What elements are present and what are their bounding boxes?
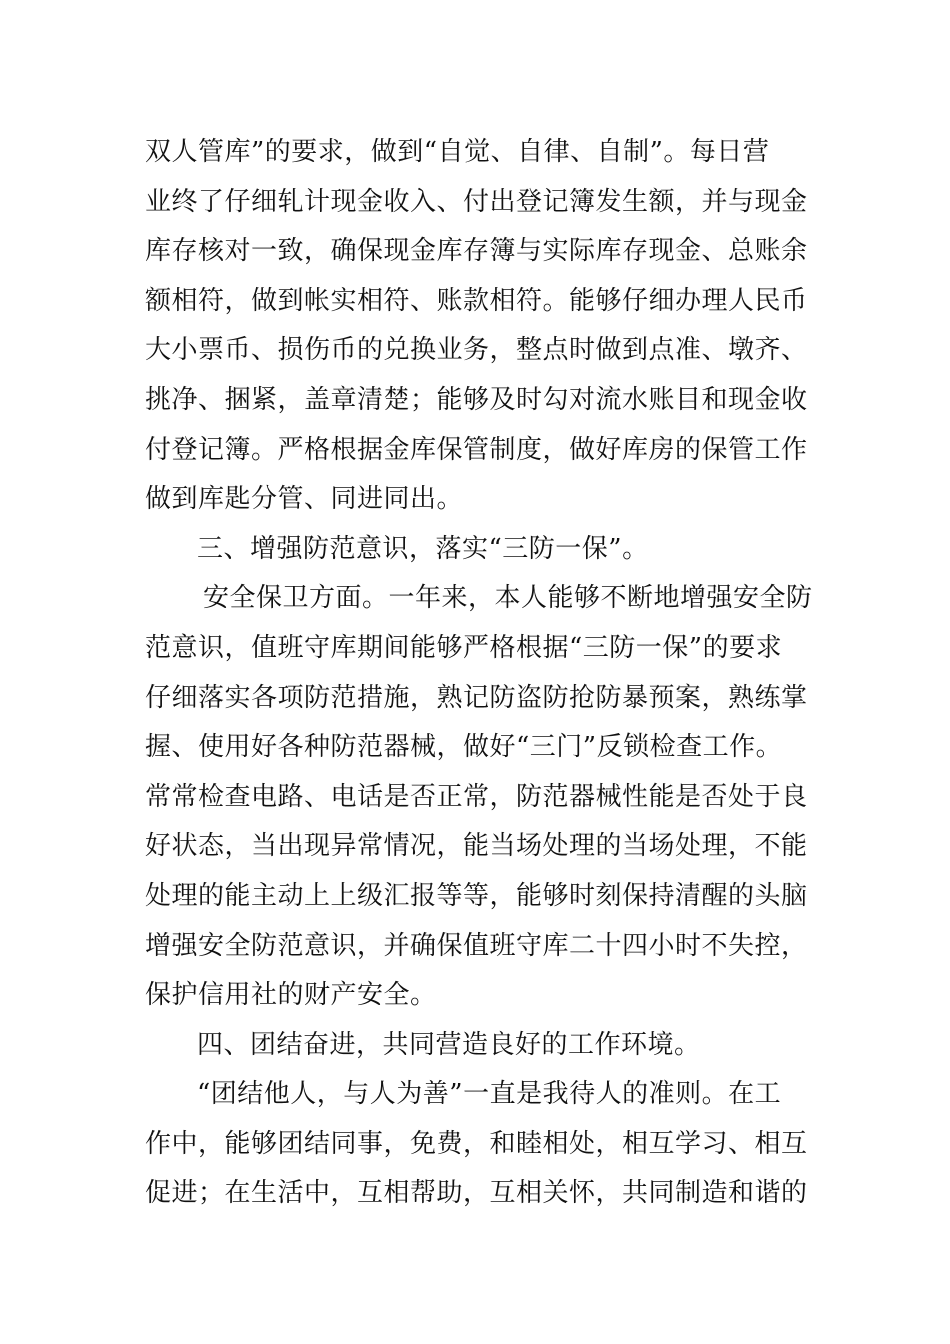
text-line: 握、使用好各种防范器械，做好“三门”反锁检查工作。 xyxy=(145,732,783,763)
text-line: 作中，能够团结同事，免费，和睦相处，相互学习、相互 xyxy=(145,1128,808,1159)
text-line: 双人管库”的要求，做到“自觉、自律、自制”。每日营 xyxy=(145,137,770,167)
paragraph-start-line: 安全保卫方面。一年来，本人能够不断地增强安全防 xyxy=(203,583,813,614)
section-heading: 四、团结奋进，共同营造良好的工作环境。 xyxy=(197,1029,701,1060)
section-heading: 三、增强防范意识，落实“三防一保”。 xyxy=(197,533,649,564)
text-line: 做到库匙分管、同进同出。 xyxy=(145,484,464,515)
text-line: 额相符，做到帐实相符、账款相符。能够仔细办理人民币 xyxy=(145,285,808,316)
text-line: 大小票币、损伤币的兑换业务，整点时做到点准、墩齐、 xyxy=(145,335,808,366)
text-line: 常常检查电路、电话是否正常，防范器械性能是否处于良 xyxy=(145,781,808,812)
text-line: 范意识，值班守库期间能够严格根据“三防一保”的要求 xyxy=(145,632,783,663)
text-line: 业终了仔细轧计现金收入、付出登记簿发生额，并与现金 xyxy=(145,186,808,217)
text-line: 保护信用社的财产安全。 xyxy=(145,980,437,1011)
text-line: 处理的能主动上上级汇报等等，能够时刻保持清醒的头脑 xyxy=(145,880,808,911)
text-line: 增强安全防范意识，并确保值班守库二十四小时不失控， xyxy=(145,930,808,961)
text-line: 好状态，当出现异常情况，能当场处理的当场处理，不能 xyxy=(145,831,808,862)
text-line: 库存核对一致，确保现金库存簿与实际库存现金、总账余 xyxy=(145,236,808,267)
text-line: 付登记簿。严格根据金库保管制度，做好库房的保管工作 xyxy=(145,434,808,465)
paragraph-start-line: “团结他人，与人为善”一直是我待人的准则。在工 xyxy=(197,1079,782,1110)
body-text xyxy=(145,128,815,1219)
text-line: 促进；在生活中，互相帮助，互相关怀，共同制造和谐的 xyxy=(145,1178,808,1209)
text-line: 仔细落实各项防范措施，熟记防盗防抢防暴预案，熟练掌 xyxy=(145,682,808,713)
text-line: 挑净、捆紧，盖章清楚；能够及时勾对流水账目和现金收 xyxy=(145,384,808,415)
